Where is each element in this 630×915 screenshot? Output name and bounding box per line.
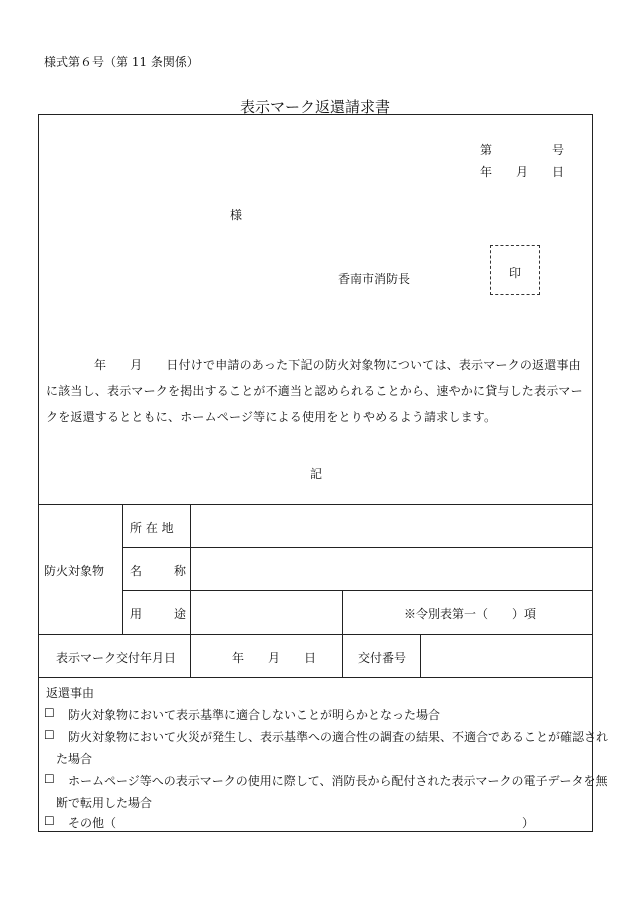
divider-col-group — [122, 504, 123, 634]
date-year: 年 — [480, 165, 493, 179]
divider-col-issue-date — [190, 634, 191, 677]
request-paragraph — [46, 352, 586, 430]
reasons-heading: 返還事由 — [46, 686, 95, 700]
date-month: 月 — [516, 165, 529, 179]
divider-col-use — [342, 590, 343, 634]
table-group-label: 防火対象物 — [44, 564, 105, 578]
use-label-a: 用 — [130, 607, 143, 621]
issue-date-month: 月 — [268, 651, 281, 665]
divider-row-2 — [122, 590, 593, 591]
reason-4-label: その他（ — [68, 816, 117, 830]
form-code: 様式第６号（第 11 条関係） — [44, 55, 199, 69]
reason-3-text-line1: ホームページ等への表示マークの使用に際して、消防長から配付された表示マークの電子データを無 — [68, 774, 608, 788]
reason-3-checkbox[interactable]: ☐ — [44, 772, 55, 786]
use-label-b: 途 — [174, 607, 187, 621]
divider-col-issue-number — [420, 634, 421, 677]
form-title: 表示マーク返還請求書 — [239, 98, 390, 116]
name-label-b: 称 — [174, 564, 187, 578]
reason-2-text-line1: 防火対象物において火災が発生し、表示基準への適合性の調査の結果、不適合であることが確認され — [68, 730, 609, 744]
issue-date-year: 年 — [232, 651, 245, 665]
reason-3-text-line2: 断で転用した場合 — [56, 796, 153, 810]
divider-row-1 — [122, 547, 593, 548]
number-suffix: 号 — [552, 143, 565, 157]
location-label: 所 在 地 — [130, 521, 174, 535]
issue-date-day: 日 — [304, 651, 317, 665]
reason-2-checkbox[interactable]: ☐ — [44, 728, 55, 742]
body-month: 月 — [130, 358, 143, 372]
seal-label: 印 — [508, 266, 521, 280]
divider-col-label — [190, 504, 191, 634]
reason-4-close: ） — [522, 816, 535, 830]
divider-col-issue-number-label — [342, 634, 343, 677]
addressee-honorific: 様 — [230, 208, 243, 222]
body-year: 年 — [94, 358, 107, 372]
ki-label: 記 — [310, 467, 323, 481]
issue-number-label: 交付番号 — [358, 651, 407, 665]
use-note: ※令別表第一（ ）項 — [404, 607, 537, 621]
name-label-a: 名 — [130, 564, 143, 578]
date-day: 日 — [552, 165, 565, 179]
reason-2-text-line2: た場合 — [56, 752, 93, 766]
reason-1-text: 防火対象物において表示基準に適合しないことが明らかとなった場合 — [68, 708, 441, 722]
divider-table-reasons — [38, 677, 593, 678]
number-prefix: 第 — [480, 143, 493, 157]
seal-box — [490, 245, 540, 295]
body-text: 日付けで申請のあった下記の防火対象物については、表示マークの返還事由に該当し、表示マークを掲出することが不適当と認められることから、速やかに貸与した表示マークを返還するとともに、ホームページ等による使用をとりやめるよう請求します。 — [46, 358, 583, 424]
sender-name: 香南市消防長 — [338, 272, 411, 286]
issue-date-label: 表示マーク交付年月日 — [56, 651, 177, 665]
reason-4-checkbox[interactable]: ☐ — [44, 814, 55, 828]
divider-row-3 — [38, 634, 593, 635]
reason-1-checkbox[interactable]: ☐ — [44, 706, 55, 720]
